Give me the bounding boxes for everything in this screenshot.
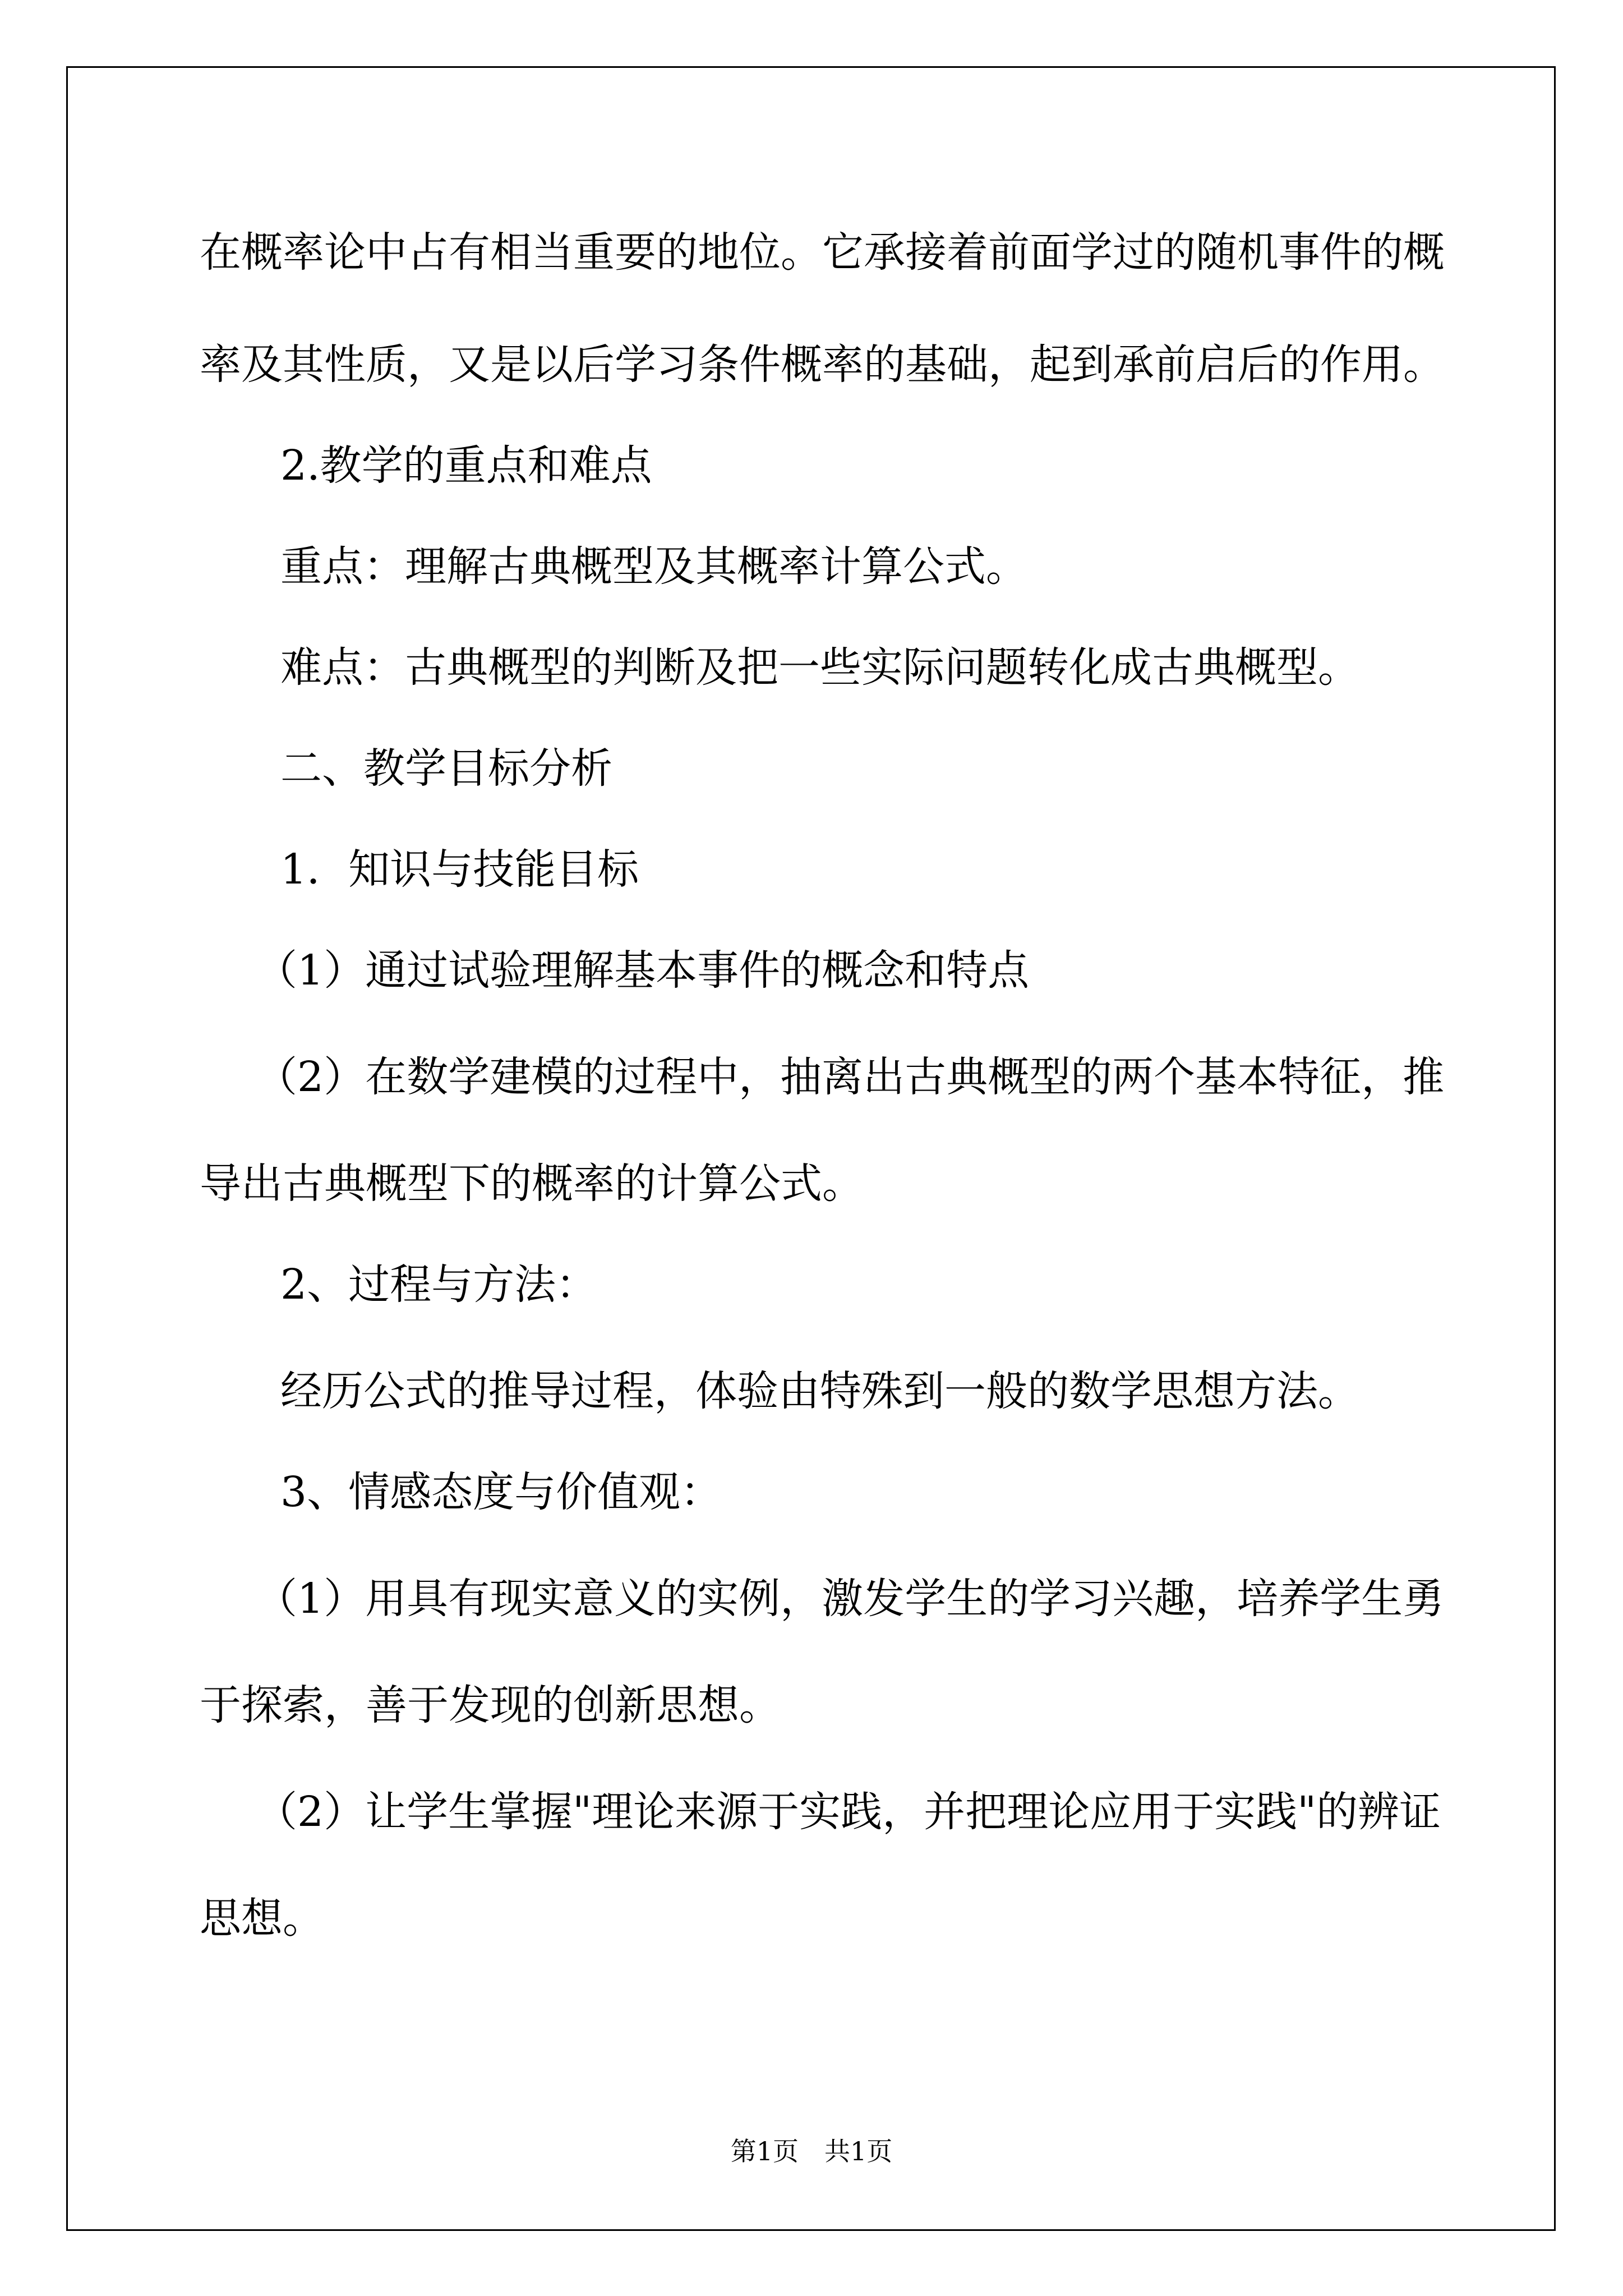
text-line-emotion-1b: 于探索，善于发现的创新思想。 <box>200 1681 781 1729</box>
text-line-objective-2a: （2）在数学建模的过程中，抽离出古典概型的两个基本特征，推 <box>256 1053 1445 1101</box>
text-line-objective-2b: 导出古典概型下的概率的计算公式。 <box>200 1159 864 1208</box>
subheading-knowledge-skills: 1．知识与技能目标 <box>280 845 639 894</box>
subheading-emotion-values: 3、情感态度与价值观： <box>280 1468 722 1516</box>
text-line-difficulty: 难点：古典概型的判断及把一些实际问题转化成古典概型。 <box>280 643 1359 692</box>
text-line-key-point: 重点：理解古典概型及其概率计算公式。 <box>280 542 1027 591</box>
text-line-emotion-1a: （1）用具有现实意义的实例，激发学生的学习兴趣，培养学生勇 <box>256 1575 1445 1623</box>
text-line-objective-1: （1）通过试验理解基本事件的概念和特点 <box>256 946 1030 995</box>
text-line-emotion-2b: 思想。 <box>200 1894 324 1943</box>
text-line-1: 在概率论中占有相当重要的地位。它承接着前面学过的随机事件的概 <box>200 228 1445 277</box>
section-heading-key-points: 2.教学的重点和难点 <box>280 441 652 490</box>
section-heading-objectives: 二、教学目标分析 <box>280 744 612 793</box>
page-number-footer: 第1页 共1页 <box>730 2136 893 2166</box>
text-line-process: 经历公式的推导过程，体验由特殊到一般的数学思想方法。 <box>280 1367 1359 1415</box>
text-line-2: 率及其性质，又是以后学习条件概率的基础，起到承前启后的作用。 <box>200 341 1445 389</box>
subheading-process-method: 2、过程与方法： <box>280 1260 598 1309</box>
text-line-emotion-2a: （2）让学生掌握"理论来源于实践，并把理论应用于实践"的辨证 <box>256 1788 1441 1836</box>
